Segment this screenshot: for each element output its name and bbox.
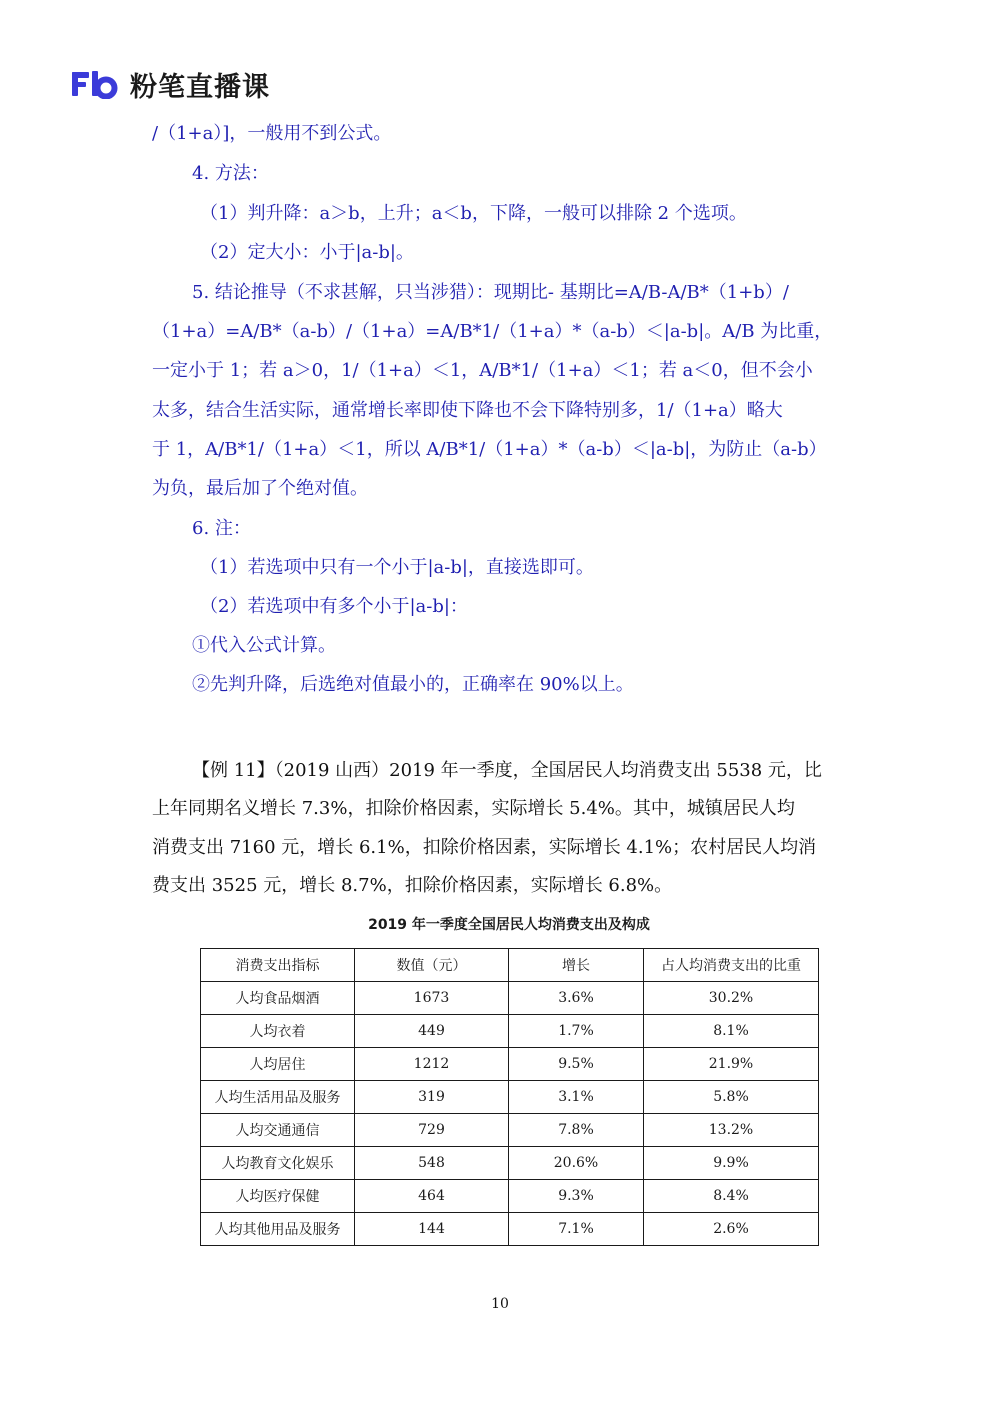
example-line: 消费支出 7160 元，增长 6.1%，扣除价格因素，实际增长 4.1%；农村居民人均消 [152,837,817,858]
note-line: 6. 注： [192,518,251,539]
table-cell: 729 [355,1114,509,1147]
fb-logo-icon [70,69,118,99]
table-cell: 30.2% [644,982,819,1015]
table-row [201,1180,819,1213]
table-cell: 9.9% [644,1147,819,1180]
note-line: 4. 方法： [192,163,269,184]
table-cell: 319 [355,1081,509,1114]
table-cell: 人均其他用品及服务 [201,1213,355,1246]
header-cell: 数值（元） [355,949,509,982]
table-cell: 7.8% [509,1114,644,1147]
table-row [201,1081,819,1114]
table-cell: 人均交通通信 [201,1114,355,1147]
table-row [201,1015,819,1048]
header-cell: 占人均消费支出的比重 [644,949,819,982]
table-row [201,1114,819,1147]
note-line: ②先判升降，后选绝对值最小的，正确率在 90%以上。 [192,674,634,695]
header-cell: 增长 [509,949,644,982]
table-cell: 144 [355,1213,509,1246]
table-cell: 2.6% [644,1213,819,1246]
table-title: 2019 年一季度全国居民人均消费支出及构成 [368,917,650,933]
table-cell: 人均食品烟酒 [201,982,355,1015]
brand-title: 粉笔直播课 [130,71,270,103]
consumption-table [200,948,819,1246]
table-cell: 人均教育文化娱乐 [201,1147,355,1180]
table-cell: 3.6% [509,982,644,1015]
table-cell: 20.6% [509,1147,644,1180]
note-line: ①代入公式计算。 [192,635,336,656]
table-cell: 人均居住 [201,1048,355,1081]
note-line: （1）判升降：a＞b，上升；a＜b，下降，一般可以排除 2 个选项。 [200,203,747,224]
table-cell: 8.1% [644,1015,819,1048]
note-line: 于 1，A/B*1/（1+a）＜1，所以 A/B*1/（1+a）*（a-b）＜|a-b|，为防止（a-b） [152,439,827,460]
table-cell: 21.9% [644,1048,819,1081]
note-line: （1）若选项中只有一个小于|a-b|，直接选即可。 [200,557,594,578]
table-cell: 548 [355,1147,509,1180]
example-line: 费支出 3525 元，增长 8.7%，扣除价格因素，实际增长 6.8%。 [152,875,673,896]
table-cell: 9.3% [509,1180,644,1213]
table-row [201,1213,819,1246]
table-row [201,982,819,1015]
note-line: /（1+a）]，一般用不到公式。 [152,123,392,144]
table-cell: 人均生活用品及服务 [201,1081,355,1114]
note-line: （2）若选项中有多个小于|a-b|： [200,596,468,617]
table-cell: 人均衣着 [201,1015,355,1048]
table-cell: 464 [355,1180,509,1213]
note-line: （1+a）=A/B*（a-b）/（1+a）=A/B*1/（1+a）*（a-b）＜|a-b|。A/B 为比重， [152,321,833,342]
table-cell: 13.2% [644,1114,819,1147]
table-header-row [201,949,819,982]
table-cell: 449 [355,1015,509,1048]
table-cell: 1212 [355,1048,509,1081]
table-cell: 1673 [355,982,509,1015]
table-cell: 3.1% [509,1081,644,1114]
example-line: 上年同期名义增长 7.3%，扣除价格因素，实际增长 5.4%。其中，城镇居民人均 [152,798,795,819]
table-cell: 9.5% [509,1048,644,1081]
table-cell: 8.4% [644,1180,819,1213]
example-line: 【例 11】（2019 山西）2019 年一季度，全国居民人均消费支出 5538 元，比 [192,760,822,781]
note-line: 一定小于 1；若 a＞0，1/（1+a）＜1，A/B*1/（1+a）＜1；若 a＜0，但不会小 [152,360,813,381]
note-line: 5. 结论推导（不求甚解，只当涉猎）：现期比- 基期比=A/B-A/B*（1+b）/ [192,282,789,303]
table-row [201,1048,819,1081]
page-header [70,62,270,106]
table-cell: 7.1% [509,1213,644,1246]
note-line: 太多，结合生活实际，通常增长率即使下降也不会下降特别多，1/（1+a）略大 [152,400,783,421]
table-cell: 人均医疗保健 [201,1180,355,1213]
table-cell: 1.7% [509,1015,644,1048]
page-number: 10 [491,1296,509,1312]
table-cell: 5.8% [644,1081,819,1114]
note-line: （2）定大小：小于|a-b|。 [200,242,414,263]
note-line: 为负，最后加了个绝对值。 [152,478,368,499]
header-cell: 消费支出指标 [201,949,355,982]
table-row [201,1147,819,1180]
